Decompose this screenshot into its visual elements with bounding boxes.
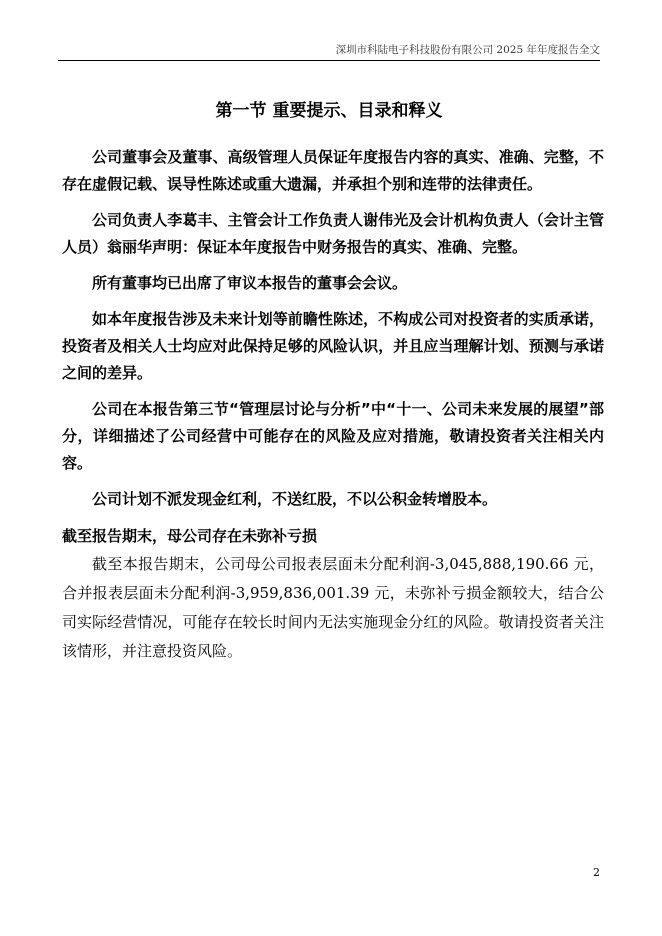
statement-board-attendance: 所有董事均已出席了审议本报告的董事会会议。: [92, 274, 408, 292]
statement-risk-reference: 公司在本报告第三节“管理层讨论与分析”中“十一、公司未来发展的展望”部分，详细描述了公司经营中可能存在的风险及应对措施，敬请投资者关注相关内容。: [62, 400, 604, 472]
statement-dividend-plan: 公司计划不派发现金红利，不送红股，不以公积金转增股本。: [92, 490, 498, 508]
page-number: 2: [593, 866, 600, 879]
statement-responsible-persons: 公司负责人李葛丰、主管会计工作负责人谢伟光及会计机构负责人（会计主管人员）翁丽华声明：保证本年度报告中财务报告的真实、准确、完整。: [62, 211, 604, 256]
document-body: [62, 144, 604, 666]
statement-board-guarantee: 公司董事会及董事、高级管理人员保证年度报告内容的真实、准确、完整，不存在虚假记载、误导性陈述或重大遗漏，并承担个别和连带的法律责任。: [62, 148, 604, 193]
header-divider: [58, 60, 600, 61]
subsection-title: 截至报告期末，母公司存在未弥补亏损: [62, 527, 318, 545]
subsection-paragraph: 截至本报告期末，公司母公司报表层面未分配利润-3,045,888,190.66 元，合并报表层面未分配利润-3,959,836,001.39 元，未弥补亏损金额较大，结合公司实际经营情况，可能存在较长时间内无法实施现金分红的风险。敬请投资者关注该情形，并注意投资风险。: [62, 555, 604, 660]
section-title: 第一节 重要提示、目录和释义: [215, 101, 443, 121]
statement-forward-looking: 如本年度报告涉及未来计划等前瞻性陈述，不构成公司对投资者的实质承诺，投资者及相关人士均应对此保持足够的风险认识，并且应当理解计划、预测与承诺之间的差异。: [62, 310, 604, 382]
running-header: 深圳市科陆电子科技股份有限公司 2025 年年度报告全文: [335, 44, 600, 56]
